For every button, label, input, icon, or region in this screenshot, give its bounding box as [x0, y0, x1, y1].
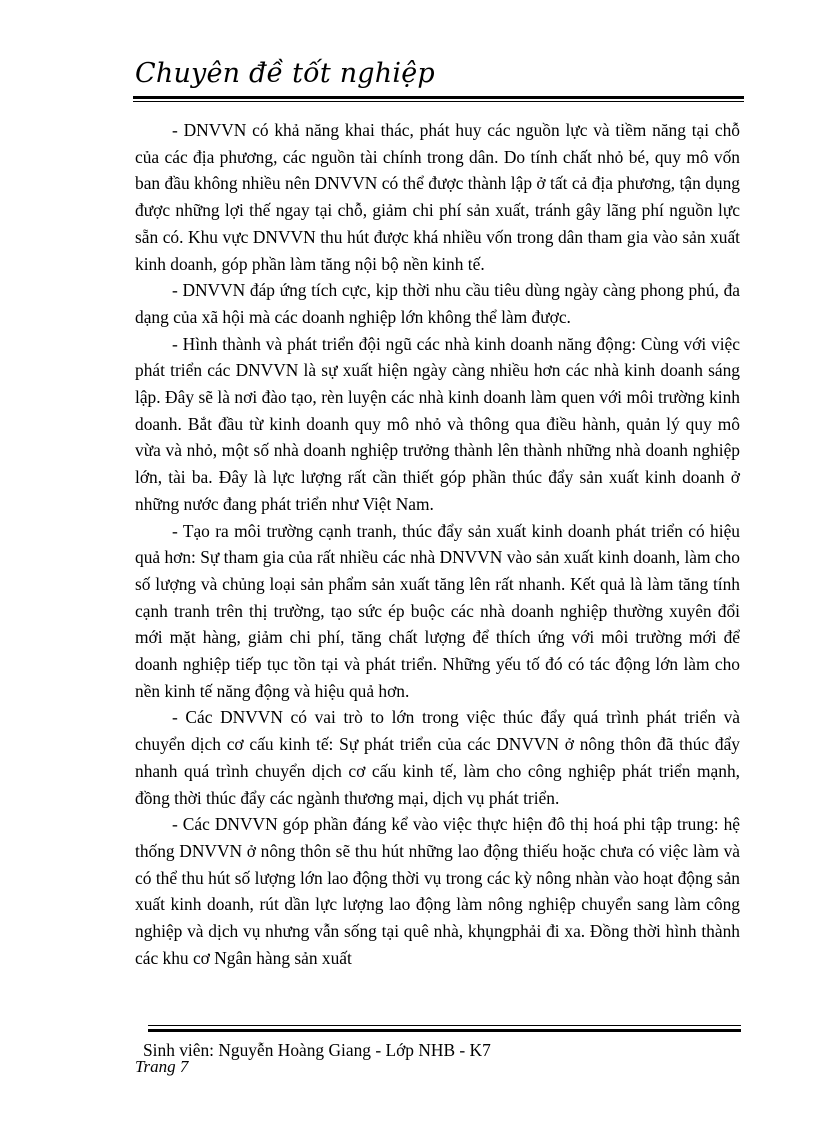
- paragraph-consumer-demand: - DNVVN đáp ứng tích cực, kịp thời nhu cầu tiêu dùng ngày càng phong phú, đa dạng của xã hội mà các doanh nghiệp lớn không thể làm được.: [135, 280, 740, 327]
- header-rule: [133, 96, 744, 99]
- paragraph-competition: - Tạo ra môi trường cạnh tranh, thúc đẩy sản xuất kinh doanh phát triển có hiệu quả hơn: Sự tham gia của rất nhiều các nhà DNVVN vào sản xuất kinh doanh, làm cho số lượng và chủng loại sản phẩm sản xuất tăng lên rất nhanh. Kết quả là làm tăng tính cạnh tranh trên thị trường, tạo sức ép buộc các nhà doanh nghiệp thường xuyên đổi mới mặt hàng, giảm chi phí, tăng chất lượng để thích ứng với môi trường mới để doanh nghiệp tiếp tục tồn tại và phát triển. Những yếu tố đó có tác động lớn làm cho nền kinh tế năng động và hiệu quả hơn.: [135, 520, 740, 701]
- footer-rule: [148, 1029, 741, 1032]
- footer-page-number: Trang 7: [135, 1057, 189, 1076]
- footer-rule-thin: [148, 1025, 741, 1026]
- header-rule-thin: [133, 101, 744, 102]
- paragraph-local-resources: - DNVVN có khả năng khai thác, phát huy các nguồn lực và tiềm năng tại chỗ của các địa phương, các nguồn tài chính trong dân. Do tính chất nhỏ bé, quy mô vốn ban đầu không nhiều nên DNVVN có thể được thành lập ở tất cả địa phương, tận dụng được những lợi thế ngay tại chỗ, giảm chi phí sản xuất, tránh gây lãng phí nguồn lực sẵn có. Khu vực DNVVN thu hút được khá nhiều vốn trong dân tham gia vào sản xuất kinh doanh, góp phần làm tăng nội bộ nền kinh tế.: [135, 120, 740, 274]
- footer-student-line: Sinh viên: Nguyễn Hoàng Giang - Lớp NHB - K7: [143, 1040, 491, 1060]
- header-title: Chuyên đề tốt nghiệp: [135, 58, 435, 89]
- paragraph-urbanization: - Các DNVVN góp phần đáng kể vào việc thực hiện đô thị hoá phi tập trung: hệ thống DNVVN ở nông thôn sẽ thu hút những lao động thiếu hoặc chưa có việc làm và có thể thu hút số lượng lớn lao động thời vụ trong các kỳ nông nhàn vào hoạt động sản xuất kinh doanh, rút dần lực lượng lao động làm nông nghiệp chuyển sang làm công nghiệp và dịch vụ nhưng vẫn sống tại quê nhà, khụngphải đi xa. Đồng thời hình thành các khu cơ Ngân hàng sản xuất: [135, 814, 740, 968]
- body-text: [135, 117, 740, 972]
- paragraph-entrepreneurs: - Hình thành và phát triển đội ngũ các nhà kinh doanh năng động: Cùng với việc phát triển các DNVVN là sự xuất hiện ngày càng nhiều hơn các nhà kinh doanh sáng lập. Đây sẽ là nơi đào tạo, rèn luyện các nhà kinh doanh làm quen với môi trường kinh doanh. Bắt đầu từ kinh doanh quy mô nhỏ và thông qua điều hành, quản lý quy mô vừa và nhỏ, một số nhà doanh nghiệp trưởng thành lên thành những nhà doanh nghiệp lớn, tài ba. Đây là lực lượng rất cần thiết góp phần thúc đẩy sản xuất kinh doanh ở những nước đang phát triển như Việt Nam.: [135, 333, 740, 514]
- paragraph-economic-structure: - Các DNVVN có vai trò to lớn trong việc thúc đẩy quá trình phát triển và chuyển dịch cơ cấu kinh tế: Sự phát triển của các DNVVN ở nông thôn đã thúc đẩy nhanh quá trình chuyển dịch cơ cấu kinh tế, làm cho công nghiệp phát triển mạnh, đồng thời thúc đẩy các ngành thương mại, dịch vụ phát triển.: [135, 707, 740, 808]
